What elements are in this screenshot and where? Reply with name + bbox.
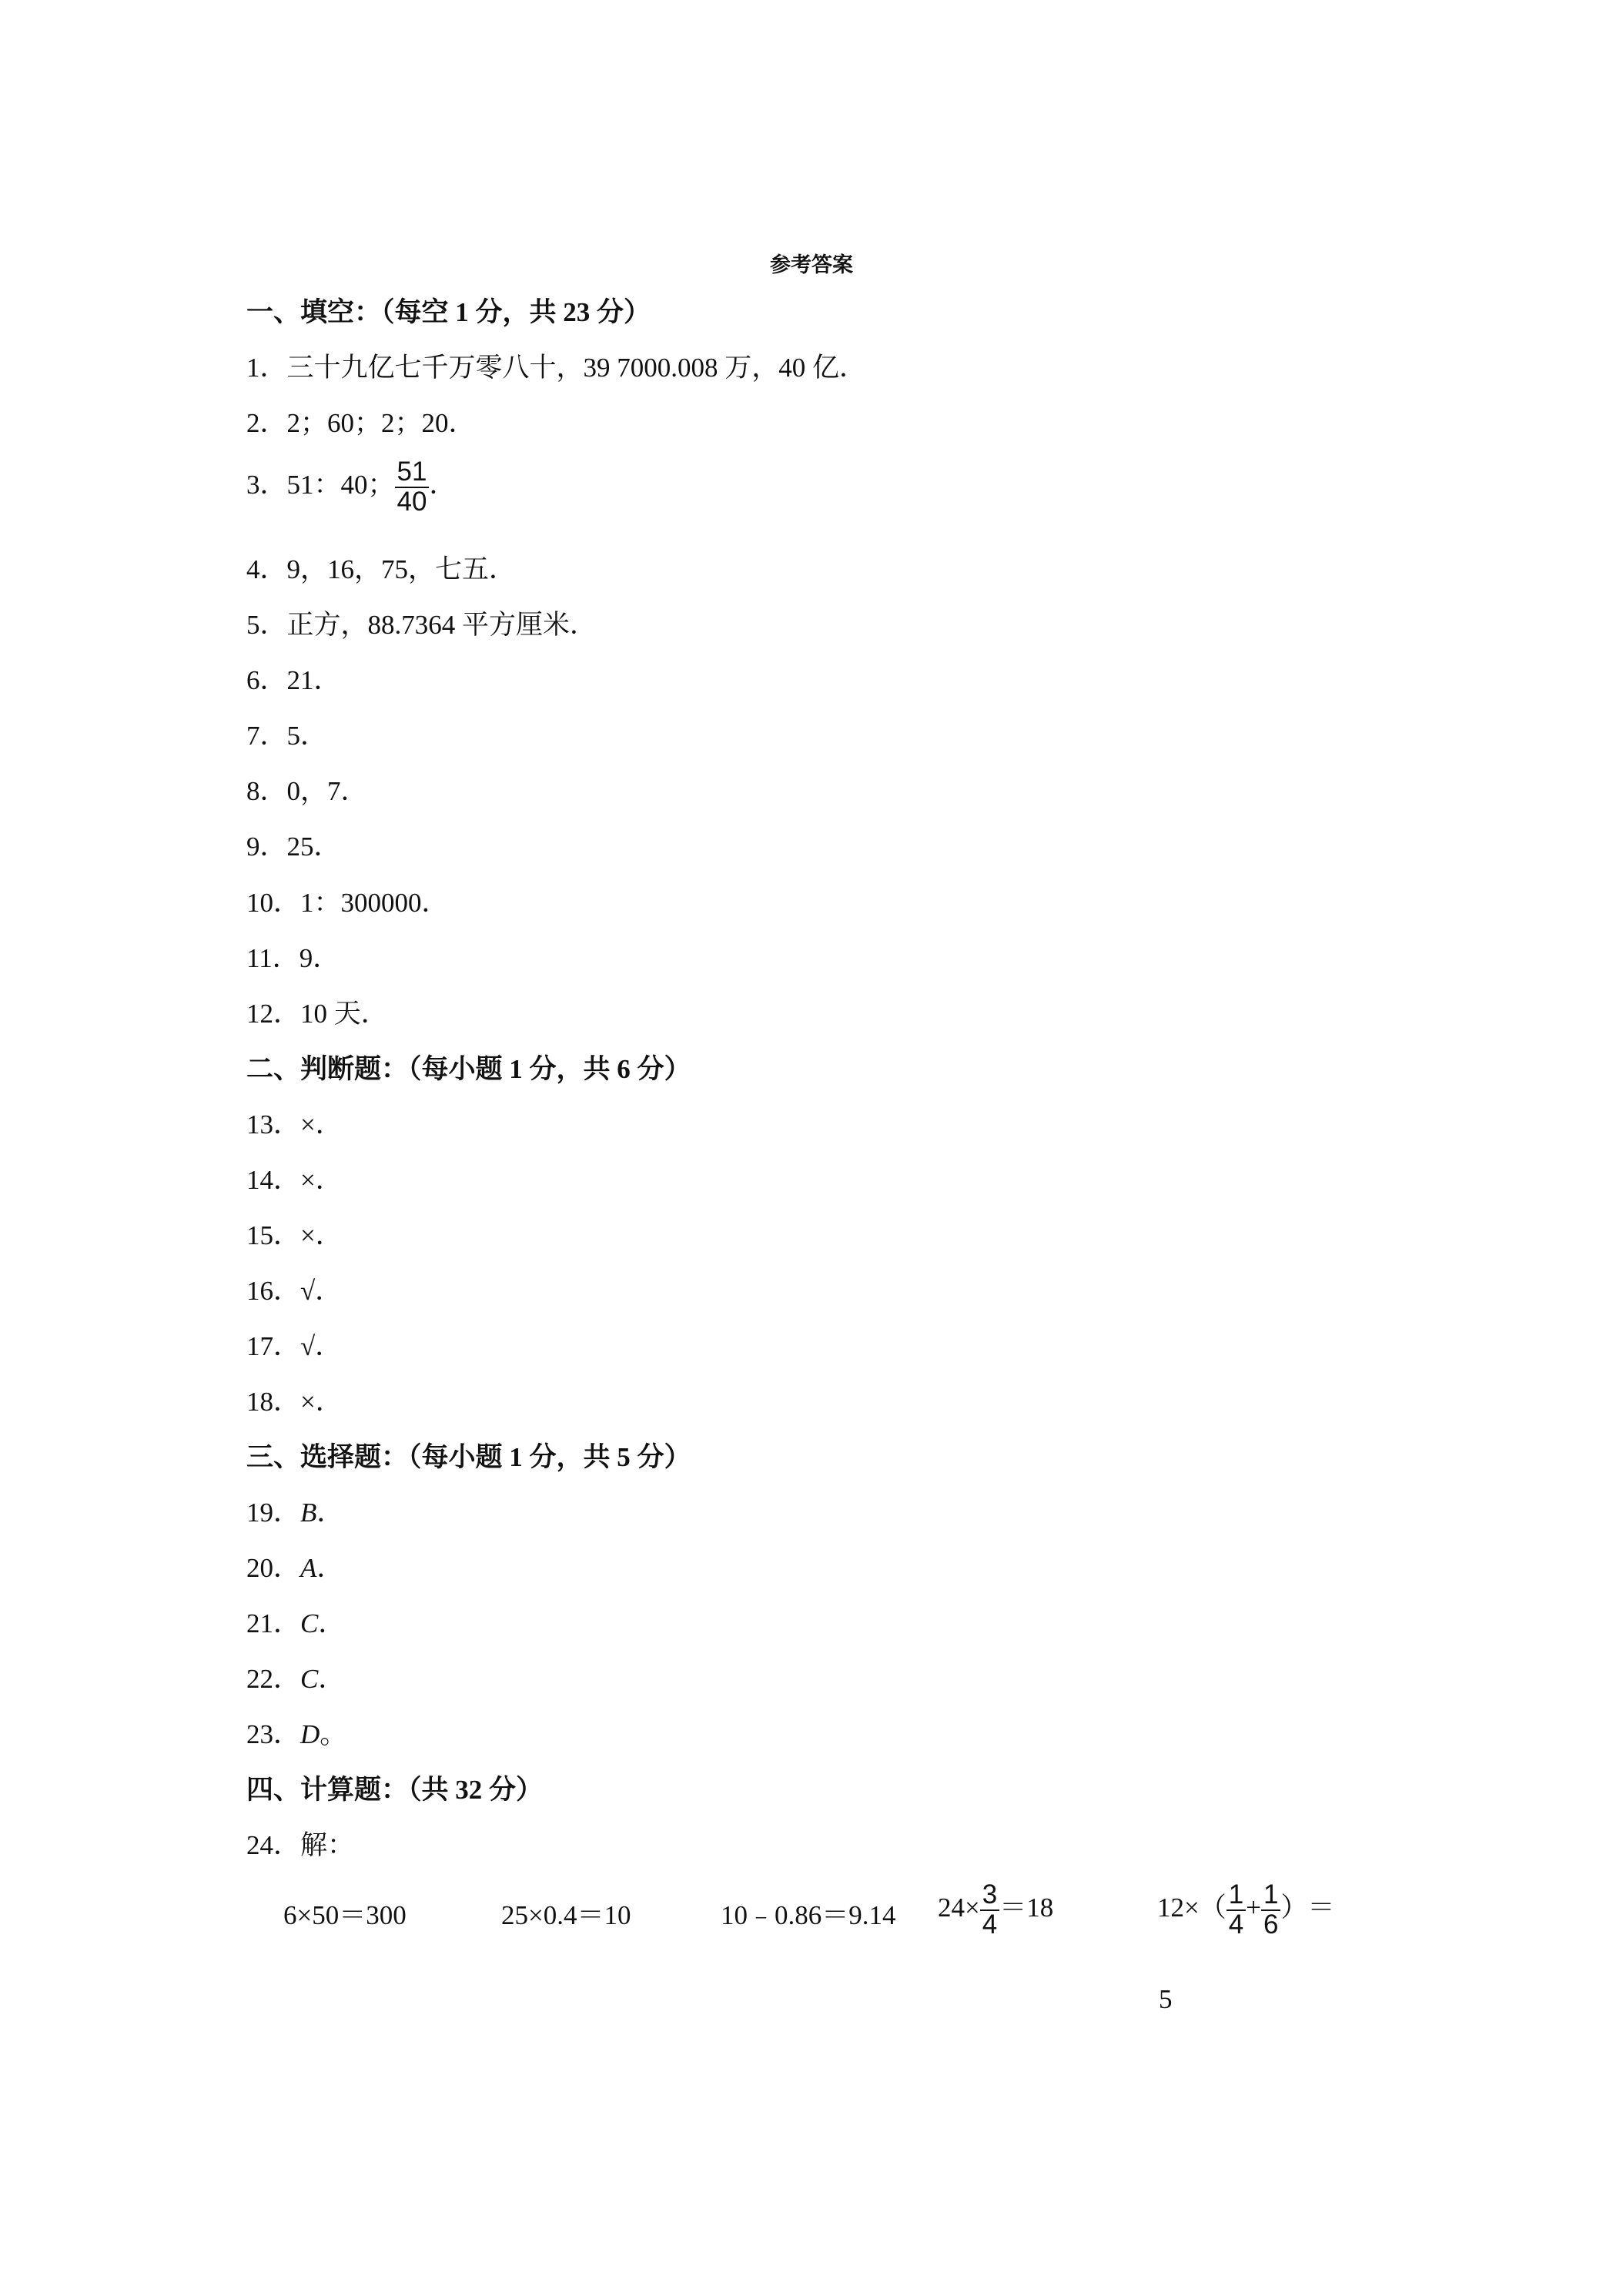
answer-6: 6．21． <box>246 665 341 695</box>
answer-23 <box>246 1716 346 1753</box>
fraction-numerator: 51 <box>395 458 430 488</box>
calc-item-3: 10﹣0.86＝9.14 <box>721 1900 896 1930</box>
answer-3-text: 3．51：40； <box>246 469 395 500</box>
answer-22 <box>246 1661 345 1698</box>
answer-choice: C <box>300 1608 319 1638</box>
calc-item-2: 25×0.4＝10 <box>501 1900 631 1930</box>
fraction-numerator: 3 <box>980 1881 999 1911</box>
answer-20 <box>246 1550 343 1587</box>
answer-number: 23． <box>246 1719 301 1749</box>
answer-10: 10．1：300000． <box>246 888 449 918</box>
fraction-numerator: 1 <box>1226 1881 1246 1911</box>
answer-12: 12．10 天． <box>246 999 388 1029</box>
answer-17: 17．√． <box>246 1331 343 1361</box>
fraction-denominator: 40 <box>397 486 427 517</box>
page-number: 5 <box>1159 1984 1173 2014</box>
answer-24: 24．解： <box>246 1830 355 1860</box>
calc-5-end: ）＝ <box>1280 1892 1335 1923</box>
answer-13: 13．×． <box>246 1110 343 1140</box>
answer-end: ． <box>318 1608 346 1638</box>
calc-4-result: ＝18 <box>999 1892 1054 1923</box>
calc-4-start: 24× <box>938 1892 980 1923</box>
answer-choice: C <box>300 1664 319 1694</box>
answer-5: 5．正方，88.7364 平方厘米． <box>246 610 597 640</box>
fraction-3-4 <box>980 1881 999 1940</box>
section-heading-fill-blank: 一、填空：（每空 1 分，共 23 分） <box>246 297 651 327</box>
section-heading-multiple-choice: 三、选择题：（每小题 1 分，共 5 分） <box>246 1442 691 1472</box>
fraction-51-40 <box>395 458 430 517</box>
answer-7: 7．5． <box>246 721 328 751</box>
answer-19 <box>246 1494 343 1531</box>
answer-number: 19． <box>246 1498 301 1528</box>
answer-18: 18．×． <box>246 1387 343 1417</box>
answer-8: 8．0，7． <box>246 776 368 806</box>
answer-end: ． <box>316 1553 344 1583</box>
fraction-denominator: 4 <box>982 1909 998 1940</box>
answer-choice: A <box>300 1553 317 1583</box>
answer-21 <box>246 1605 345 1642</box>
calc-5-start: 12×（ <box>1157 1892 1226 1923</box>
fraction-1-4 <box>1226 1881 1246 1940</box>
calc-item-4 <box>938 1881 1053 1940</box>
answer-end: ． <box>316 1498 344 1528</box>
answer-3 <box>246 458 456 517</box>
answer-4: 4．9，16，75，七五． <box>246 554 517 584</box>
answer-choice: D <box>300 1719 320 1749</box>
answer-number: 21． <box>246 1608 301 1638</box>
answer-number: 22． <box>246 1664 301 1694</box>
calc-item-1: 6×50＝300 <box>283 1900 407 1930</box>
answer-9: 9．25． <box>246 832 341 862</box>
answer-15: 15．×． <box>246 1220 343 1250</box>
section-heading-calculation: 四、计算题：（共 32 分） <box>246 1775 544 1805</box>
answer-11: 11．9． <box>246 943 340 973</box>
calc-item-5 <box>1157 1881 1334 1940</box>
answer-1: 1．三十九亿七千万零八十，39 7000.008 万，40 亿． <box>246 353 867 383</box>
plus-sign: + <box>1246 1892 1261 1923</box>
fraction-1-6 <box>1261 1881 1280 1940</box>
answer-end: ． <box>318 1664 346 1694</box>
answer-3-end: ． <box>429 469 457 500</box>
answer-16: 16．√． <box>246 1276 343 1306</box>
answer-end: 。 <box>320 1719 347 1749</box>
answer-2: 2．2；60；2；20． <box>246 408 476 438</box>
answer-number: 20． <box>246 1553 301 1583</box>
answer-14: 14．×． <box>246 1165 343 1195</box>
fraction-denominator: 6 <box>1263 1909 1279 1940</box>
fraction-numerator: 1 <box>1261 1881 1280 1911</box>
section-heading-true-false: 二、判断题：（每小题 1 分，共 6 分） <box>246 1054 691 1084</box>
fraction-denominator: 4 <box>1228 1909 1244 1940</box>
page-title: 参考答案 <box>770 253 853 276</box>
answer-choice: B <box>300 1498 317 1528</box>
